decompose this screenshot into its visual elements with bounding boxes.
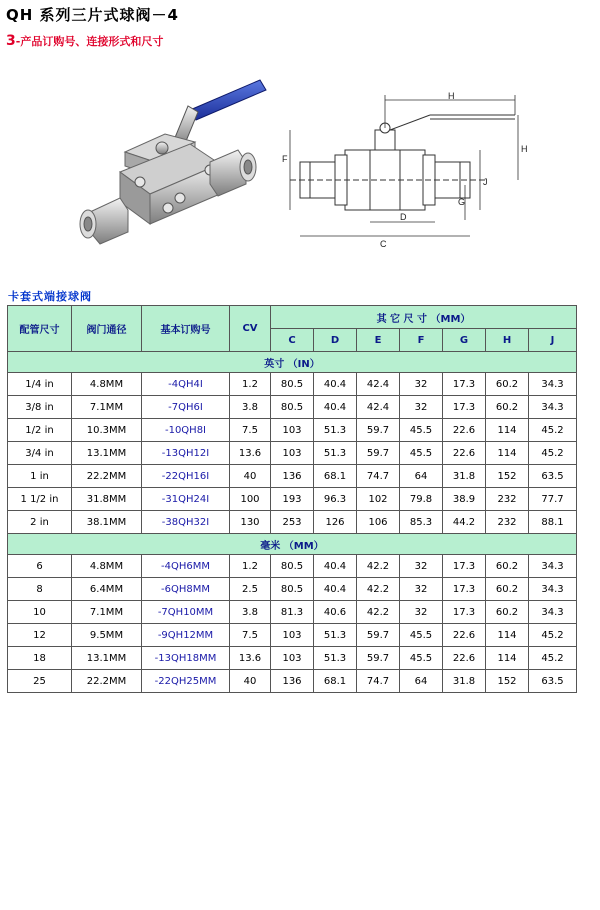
- table-cell: 85.3: [400, 511, 443, 534]
- table-cell: 17.3: [443, 396, 486, 419]
- table-cell: 7.5: [230, 624, 271, 647]
- table-cell: 4.8MM: [72, 373, 142, 396]
- header-bore: 阀门通径: [72, 306, 142, 352]
- table-cell: 4.8MM: [72, 555, 142, 578]
- section-title: 卡套式端接球阀: [8, 290, 92, 303]
- header-dim-e: E: [357, 329, 400, 352]
- table-cell: 60.2: [486, 373, 529, 396]
- diagram-label-f: F: [282, 154, 288, 164]
- table-cell: 3/8 in: [8, 396, 72, 419]
- table-cell: 63.5: [529, 670, 577, 693]
- table-cell: 2.5: [230, 578, 271, 601]
- table-cell: 193: [271, 488, 314, 511]
- table-cell: 74.7: [357, 670, 400, 693]
- diagram-label-j: J: [483, 177, 488, 187]
- table-cell: 102: [357, 488, 400, 511]
- table-cell: 59.7: [357, 442, 400, 465]
- table-cell: 31.8MM: [72, 488, 142, 511]
- table-cell: 64: [400, 465, 443, 488]
- order-number-cell: -13QH18MM: [142, 647, 230, 670]
- table-cell: 22.2MM: [72, 670, 142, 693]
- table-cell: 32: [400, 555, 443, 578]
- table-cell: 1/2 in: [8, 419, 72, 442]
- order-number-cell: -7QH6I: [142, 396, 230, 419]
- header-order-number: 基本订购号: [142, 306, 230, 352]
- order-number-cell: -22QH16I: [142, 465, 230, 488]
- table-cell: 17.3: [443, 578, 486, 601]
- table-cell: 80.5: [271, 373, 314, 396]
- table-cell: 126: [314, 511, 357, 534]
- diagram-label-g: G: [458, 197, 466, 207]
- table-row: [8, 601, 577, 624]
- table-cell: 63.5: [529, 465, 577, 488]
- table-cell: 136: [271, 465, 314, 488]
- table-cell: 80.5: [271, 578, 314, 601]
- table-cell: 40.4: [314, 578, 357, 601]
- table-cell: 103: [271, 419, 314, 442]
- order-number-cell: -6QH8MM: [142, 578, 230, 601]
- table-cell: 7.5: [230, 419, 271, 442]
- table-cell: 6: [8, 555, 72, 578]
- table-cell: 22.6: [443, 647, 486, 670]
- table-cell: 45.5: [400, 624, 443, 647]
- table-cell: 6.4MM: [72, 578, 142, 601]
- table-row: [8, 624, 577, 647]
- table-cell: 96.3: [314, 488, 357, 511]
- table-cell: 10.3MM: [72, 419, 142, 442]
- table-cell: 13.6: [230, 647, 271, 670]
- table-cell: 44.2: [443, 511, 486, 534]
- table-cell: 13.1MM: [72, 442, 142, 465]
- table-cell: 10: [8, 601, 72, 624]
- header-dim-h: H: [486, 329, 529, 352]
- header-dim-g: G: [443, 329, 486, 352]
- table-cell: 80.5: [271, 396, 314, 419]
- table-cell: 136: [271, 670, 314, 693]
- table-cell: 103: [271, 442, 314, 465]
- table-cell: 17.3: [443, 601, 486, 624]
- table-cell: 45.2: [529, 647, 577, 670]
- table-cell: 3/4 in: [8, 442, 72, 465]
- table-row: [8, 670, 577, 693]
- diagram-label-h-top: H: [448, 91, 455, 101]
- table-cell: 40.4: [314, 396, 357, 419]
- table-cell: 64: [400, 670, 443, 693]
- table-cell: 1 in: [8, 465, 72, 488]
- order-number-cell: -9QH12MM: [142, 624, 230, 647]
- table-cell: 114: [486, 419, 529, 442]
- table-cell: 100: [230, 488, 271, 511]
- order-number-cell: -31QH24I: [142, 488, 230, 511]
- table-cell: 80.5: [271, 555, 314, 578]
- table-cell: 42.4: [357, 396, 400, 419]
- table-cell: 40: [230, 465, 271, 488]
- table-cell: 81.3: [271, 601, 314, 624]
- order-number-cell: -22QH25MM: [142, 670, 230, 693]
- table-cell: 22.6: [443, 624, 486, 647]
- table-cell: 59.7: [357, 647, 400, 670]
- dimension-drawing: [280, 90, 530, 250]
- table-cell: 88.1: [529, 511, 577, 534]
- table-cell: 31.8: [443, 465, 486, 488]
- table-cell: 32: [400, 578, 443, 601]
- table-row: [8, 511, 577, 534]
- table-cell: 40.4: [314, 373, 357, 396]
- order-number-cell: -7QH10MM: [142, 601, 230, 624]
- table-cell: 9.5MM: [72, 624, 142, 647]
- inch-band: 英寸 （IN）: [8, 352, 577, 373]
- table-cell: 18: [8, 647, 72, 670]
- table-cell: 152: [486, 465, 529, 488]
- table-cell: 13.6: [230, 442, 271, 465]
- page-subtitle: [6, 33, 163, 49]
- table-cell: 38.1MM: [72, 511, 142, 534]
- table-cell: 114: [486, 647, 529, 670]
- order-number-cell: -13QH12I: [142, 442, 230, 465]
- table-cell: 13.1MM: [72, 647, 142, 670]
- header-other-dimensions: 其 它 尺 寸 （MM）: [271, 306, 577, 329]
- table-cell: 17.3: [443, 555, 486, 578]
- mm-band: 毫米 （MM）: [8, 534, 577, 555]
- table-cell: 40.4: [314, 555, 357, 578]
- table-cell: 130: [230, 511, 271, 534]
- table-cell: 106: [357, 511, 400, 534]
- table-cell: 34.3: [529, 555, 577, 578]
- table-cell: 38.9: [443, 488, 486, 511]
- table-cell: 7.1MM: [72, 396, 142, 419]
- table-cell: 40.6: [314, 601, 357, 624]
- table-cell: 40: [230, 670, 271, 693]
- spec-table: [7, 305, 577, 693]
- table-cell: 59.7: [357, 624, 400, 647]
- table-row: [8, 555, 577, 578]
- table-cell: 3.8: [230, 601, 271, 624]
- table-cell: 232: [486, 488, 529, 511]
- table-cell: 45.2: [529, 442, 577, 465]
- header-dim-d: D: [314, 329, 357, 352]
- table-cell: 232: [486, 511, 529, 534]
- table-cell: 32: [400, 396, 443, 419]
- table-cell: 51.3: [314, 419, 357, 442]
- table-row: [8, 442, 577, 465]
- table-cell: 114: [486, 442, 529, 465]
- table-cell: 3.8: [230, 396, 271, 419]
- table-cell: 152: [486, 670, 529, 693]
- diagram-label-c: C: [380, 239, 387, 249]
- table-cell: 34.3: [529, 396, 577, 419]
- table-cell: 60.2: [486, 601, 529, 624]
- table-cell: 22.6: [443, 442, 486, 465]
- table-cell: 25: [8, 670, 72, 693]
- table-cell: 60.2: [486, 396, 529, 419]
- table-cell: 34.3: [529, 601, 577, 624]
- table-cell: 45.5: [400, 647, 443, 670]
- table-row: [8, 488, 577, 511]
- table-cell: 42.2: [357, 601, 400, 624]
- table-cell: 74.7: [357, 465, 400, 488]
- table-cell: 8: [8, 578, 72, 601]
- table-row: [8, 373, 577, 396]
- table-cell: 45.2: [529, 419, 577, 442]
- table-cell: 51.3: [314, 647, 357, 670]
- table-cell: 45.5: [400, 419, 443, 442]
- table-cell: 59.7: [357, 419, 400, 442]
- table-cell: 253: [271, 511, 314, 534]
- diagram-label-d: D: [400, 212, 407, 222]
- table-cell: 22.6: [443, 419, 486, 442]
- table-row: [8, 578, 577, 601]
- subtitle-text: -产品订购号、连接形式和尺寸: [15, 35, 164, 48]
- order-number-cell: -38QH32I: [142, 511, 230, 534]
- header-cv: CV: [230, 306, 271, 352]
- table-cell: 60.2: [486, 578, 529, 601]
- table-cell: 51.3: [314, 624, 357, 647]
- table-cell: 32: [400, 601, 443, 624]
- table-cell: 42.2: [357, 555, 400, 578]
- table-cell: 77.7: [529, 488, 577, 511]
- table-cell: 22.2MM: [72, 465, 142, 488]
- table-cell: 34.3: [529, 373, 577, 396]
- table-cell: 45.2: [529, 624, 577, 647]
- table-cell: 42.4: [357, 373, 400, 396]
- table-cell: 1 1/2 in: [8, 488, 72, 511]
- table-cell: 103: [271, 624, 314, 647]
- table-cell: 1.2: [230, 373, 271, 396]
- table-cell: 12: [8, 624, 72, 647]
- table-cell: 34.3: [529, 578, 577, 601]
- header-dim-f: F: [400, 329, 443, 352]
- table-row: [8, 396, 577, 419]
- table-cell: 103: [271, 647, 314, 670]
- table-row: [8, 465, 577, 488]
- table-cell: 68.1: [314, 465, 357, 488]
- table-cell: 32: [400, 373, 443, 396]
- diagram-label-h-side: H: [521, 144, 528, 154]
- table-cell: 7.1MM: [72, 601, 142, 624]
- table-row: [8, 647, 577, 670]
- table-cell: 51.3: [314, 442, 357, 465]
- header-dim-j: J: [529, 329, 577, 352]
- header-dim-c: C: [271, 329, 314, 352]
- table-cell: 68.1: [314, 670, 357, 693]
- table-cell: 31.8: [443, 670, 486, 693]
- table-cell: 1.2: [230, 555, 271, 578]
- valve-photo: [70, 72, 270, 262]
- table-row: [8, 419, 577, 442]
- table-cell: 45.5: [400, 442, 443, 465]
- page-title: QH 系列三片式球阀－4: [6, 6, 179, 24]
- order-number-cell: -4QH6MM: [142, 555, 230, 578]
- table-cell: 1/4 in: [8, 373, 72, 396]
- table-cell: 2 in: [8, 511, 72, 534]
- table-cell: 42.2: [357, 578, 400, 601]
- subtitle-number: 3: [6, 33, 16, 49]
- header-pipe-size: 配管尺寸: [8, 306, 72, 352]
- table-cell: 79.8: [400, 488, 443, 511]
- table-cell: 17.3: [443, 373, 486, 396]
- order-number-cell: -10QH8I: [142, 419, 230, 442]
- table-cell: 114: [486, 624, 529, 647]
- table-cell: 60.2: [486, 555, 529, 578]
- order-number-cell: -4QH4I: [142, 373, 230, 396]
